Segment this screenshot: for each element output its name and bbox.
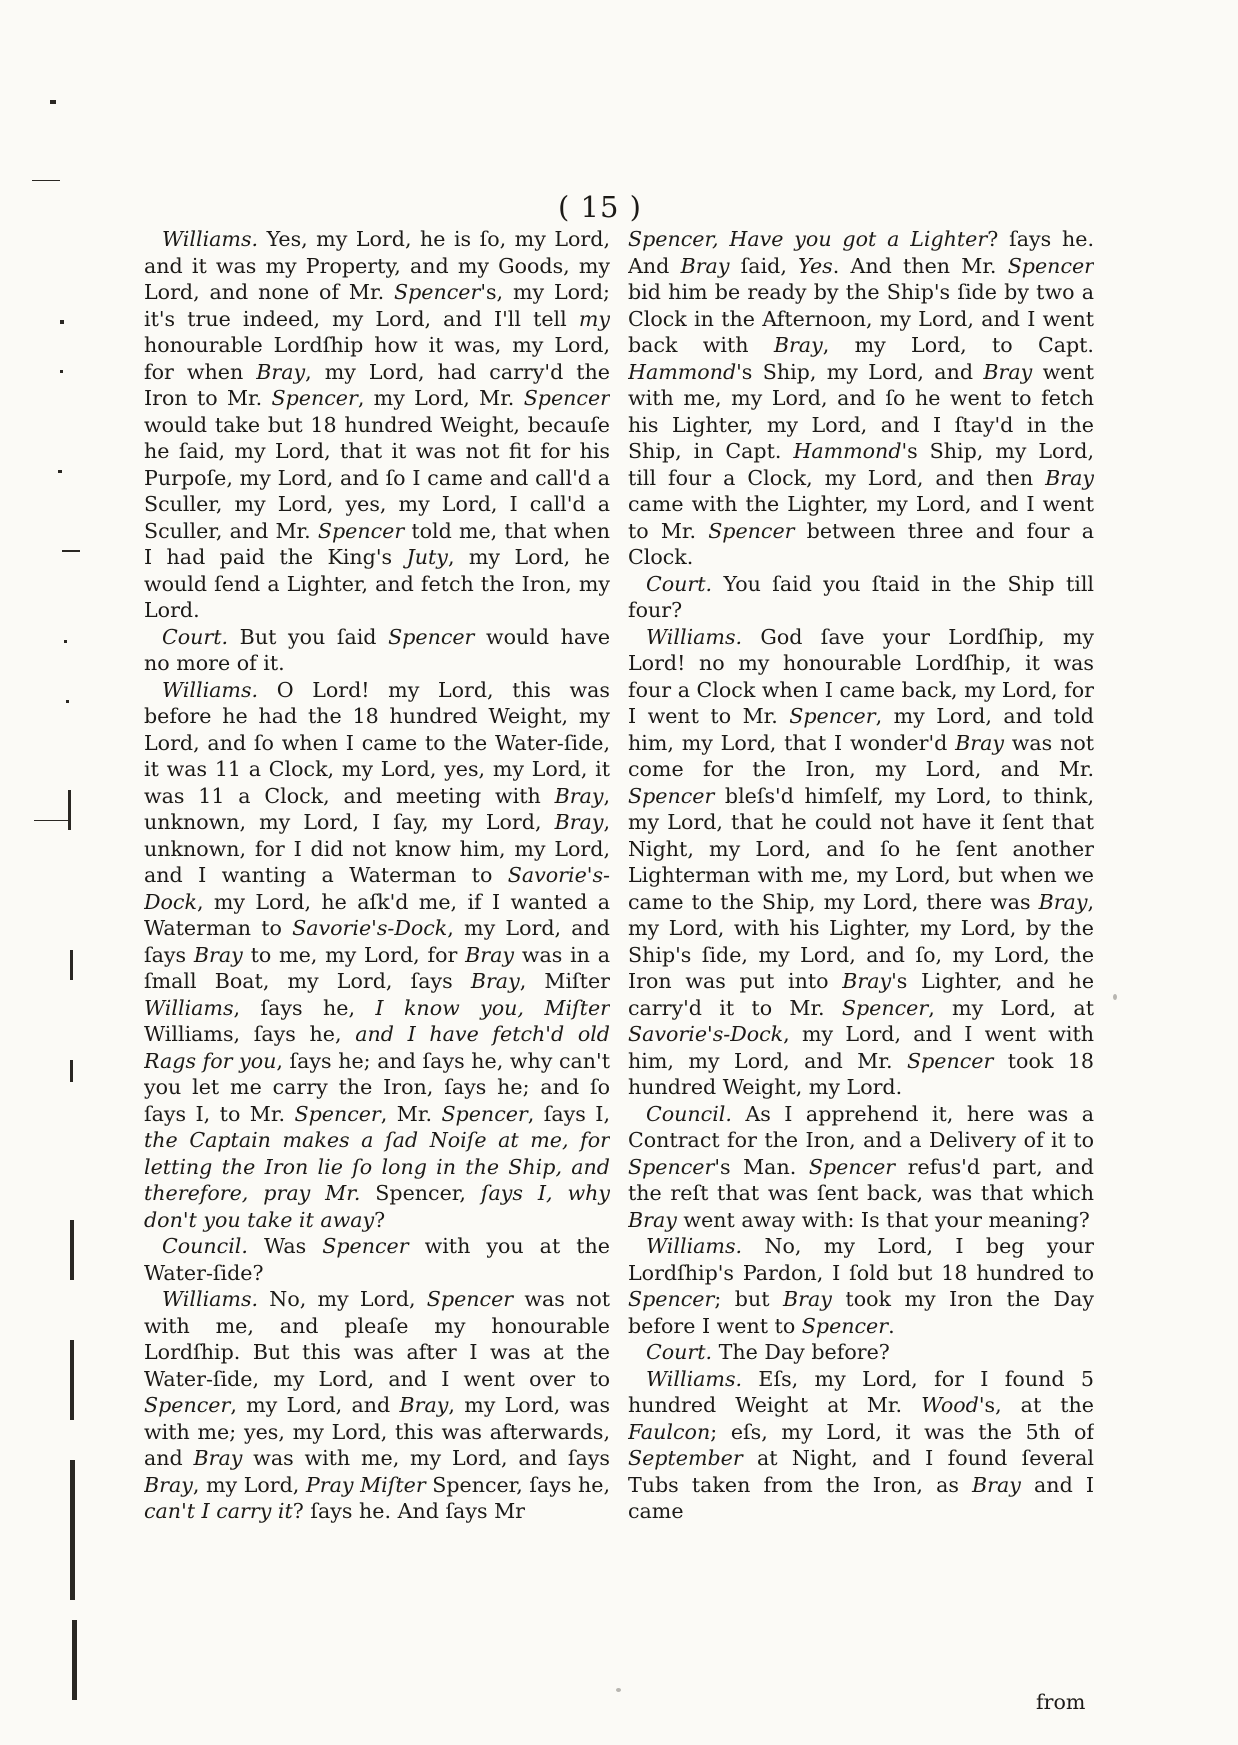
italic-text: Bray [972,1472,1021,1497]
text-run: Eſs, my Lord, for I found 5 hundred Weight at Mr. [628,1366,1094,1417]
text-run: Spencer, ſays he, [425,1472,610,1497]
text-run: was with me, my Lord, and ſays [242,1446,610,1470]
text-run: ; eſs, my Lord, it was the 5th of [710,1419,1094,1444]
italic-text: Wood [921,1393,979,1417]
italic-text: Spencer [441,1101,528,1126]
italic-text: Yes [798,253,833,278]
text-run: , ſays he, [233,995,376,1020]
text-run: , my Lord, and [230,1393,400,1417]
text-run: No, my Lord, I beg your Lordſhip's Pardon, I ſold but 18 hundred to [628,1234,1094,1285]
italic-text: Spencer [322,1234,409,1258]
italic-text: Spencer [808,1154,896,1179]
italic-text: Bray [144,1472,193,1497]
italic-text: Williams. [646,624,743,649]
text-run: The Day before? [712,1340,890,1364]
text-run: Williams, ſays he, [144,1022,356,1046]
text-run: , my Lord, at [928,995,1094,1020]
italic-text: Spencer [708,518,795,543]
italic-text: Spencer [523,386,610,410]
italic-text: Hammond [628,359,737,384]
text-run: was not with me, and pleaſe my honourable Lordſhip. But this was after I was at the Water-ſide, my Lord, and I went over to [144,1287,610,1391]
right-column-paragraph [628,624,1094,1101]
text-run: 's Ship, my Lord, till four a Clock, my Lord, and then [628,439,1094,490]
right-column-paragraph [628,226,1094,571]
italic-text: Savorie's-Dock [144,863,610,914]
ink-speck [1113,994,1117,1000]
italic-text: Bray [680,253,730,278]
left-column-paragraph [144,1286,610,1525]
text-run: to me, my Lord, for [242,942,466,967]
italic-text: Pray Miſter [305,1472,426,1497]
italic-text: Spencer [144,1393,231,1417]
italic-text: Bray [256,359,306,384]
text-run: , my Lord, and I went with him, my Lord, and Mr. [628,1022,1094,1073]
italic-text: Hammond [793,439,902,463]
text-run: with you at the Water-ſide? [144,1234,610,1285]
page-number: ( 15 ) [558,190,642,224]
italic-text: Bray [773,333,823,357]
italic-text: Bray [1045,465,1094,490]
text-run: went with me, my Lord, and ſo he went to fetch his Lighter, my Lord, and I ſtay'd in the Ship, in Capt. [628,359,1094,463]
italic-text: Bray [193,942,243,967]
text-run: , Mr. [380,1101,442,1126]
text-run: would take but 18 hundred Weight, becauſe he ſaid, my Lord, that it was not fit for his Purpoſe, my Lord, and ſo I came and call'd a Sculler, my Lord, yes, my Lord, I call'd a Sculler, and Mr. [144,412,610,543]
text-run: was in a ſmall Boat, my Lord, ſays [144,942,610,993]
text-run: ? [374,1207,386,1232]
text-run: took 18 hundred Weight, my Lord. [628,1048,1094,1099]
text-run: took my Iron the Day before I went to [628,1287,1094,1338]
italic-text: Spencer [801,1313,889,1338]
text-run: , my Lord, he would ſend a Lighter, and fetch the Iron, my Lord. [144,545,610,622]
text-run: went away with: Is that your meaning? [676,1207,1090,1232]
text-run: , ſays I, [527,1101,610,1126]
right-column-paragraph [628,1366,1094,1525]
italic-text: Bray [554,810,604,834]
italic-text: Bray [470,969,520,993]
italic-text: Spencer [907,1048,994,1073]
catchword: from [1036,1690,1086,1714]
italic-text: Court. [646,571,713,596]
italic-text: Spencer [841,995,929,1020]
italic-text: Williams. [646,1366,743,1391]
text-run: told me, that when I had paid the King's [144,518,610,569]
italic-text: Spencer [1007,253,1094,278]
text-run: . [888,1313,895,1338]
text-run: , Miſter [519,969,610,993]
italic-text: Williams. [162,227,259,251]
italic-text: Bray [1038,889,1088,914]
ink-speck [616,1688,621,1692]
text-run: But you ſaid [228,624,389,649]
text-run: , my Lord, with his Lighter, my Lord, by the Ship's ſide, my Lord, and ſo, my Lord, the Iron was put into [628,889,1094,993]
text-run: As I apprehend it, here was a Contract for the Iron, and a Delivery of it to [628,1101,1094,1152]
text-run: , my Lord, and ſays [144,916,610,967]
italic-text: the Captain makes a ſad Noiſe at me, for letting the Iron lie ſo long in the Ship, and therefore, pray Mr. [144,1128,610,1205]
text-run: , ſays he; and ſays he, why can't you let me carry the Iron, ſays he; and ſo ſays I, to Mr. [144,1048,610,1126]
text-run: , my Lord, [192,1472,306,1497]
text-run: was not come for the Iron, my Lord, and Mr. [628,730,1094,781]
italic-text: Bray [554,783,604,808]
right-column-paragraph [628,1339,1094,1366]
italic-text: Spencer [317,518,405,543]
text-run: Was [247,1234,323,1258]
italic-text: Bray [465,942,515,967]
italic-text: Bray [628,1207,677,1232]
italic-text: Spencer [294,1101,381,1126]
text-run: bid him be ready by the Ship's ſide by two a Clock in the Afternoon, my Lord, and I went back with [628,280,1094,357]
italic-text: September [628,1446,743,1470]
left-column-paragraph [144,677,610,1234]
text-run: refus'd part, and the reſt that was ſent back, was that which [628,1154,1094,1205]
text-run: honourable Lordſhip how it was, my Lord, for when [144,333,610,384]
text-run: 's Ship, my Lord, and [736,359,984,384]
italic-text: ſays I, why don't you take it away [144,1181,610,1232]
text-run: , my Lord, he aſk'd me, if I wanted a Waterman to [144,889,610,940]
text-run: came with the Lighter, my Lord, and I went to Mr. [628,492,1094,543]
italic-text: Bray [399,1393,449,1417]
text-run: ? ſays he. And [628,227,1094,278]
italic-text: Bray [783,1287,832,1311]
italic-text: my [578,306,610,331]
italic-text: Spencer [388,624,475,649]
text-run: at Night, and I found ſeveral Tubs taken from the Iron, as [628,1446,1094,1497]
text-run: ? ſays he. And ſays Mr [292,1499,526,1523]
italic-text: Spencer [426,1287,514,1311]
text-run: , my Lord, had carry'd the Iron to Mr. [144,359,610,410]
italic-text: Spencer [271,386,358,410]
italic-text: Spencer [628,783,715,808]
left-column-paragraph [144,1233,610,1286]
gutter-marks [24,80,94,1720]
text-run: Spencer, [360,1181,481,1205]
right-column-paragraph [628,571,1094,624]
left-column-paragraph [144,624,610,677]
left-column [144,226,610,1696]
text-run: 's, my Lord; it's true indeed, my Lord, and I'll tell [144,280,610,331]
italic-text: Williams [144,995,234,1020]
text-run: You ſaid you ſtaid in the Ship till four? [628,571,1094,622]
italic-text: Court. [646,1340,713,1364]
text-run: , unknown, my Lord, I ſay, my Lord, [144,783,610,834]
italic-text: Juty [406,545,448,569]
right-column-paragraph [628,1101,1094,1234]
italic-text: Bray [842,969,892,993]
text-run: and I came [628,1472,1094,1523]
italic-text: Savorie's-Dock [628,1022,784,1046]
text-run: ſaid, [729,253,799,278]
italic-text: Spencer, Have you got a Lighter [628,227,988,251]
italic-text: Spencer [628,1287,715,1311]
italic-text: Williams. [162,1287,259,1311]
italic-text: Spencer [628,1154,715,1179]
italic-text: Faulcon [628,1419,711,1444]
text-run: would have no more of it. [144,624,610,675]
italic-text: Savorie's-Dock [292,916,448,940]
text-run: 's, at the [978,1393,1094,1417]
text-run: God ſave your Lordſhip, my Lord! no my honourable Lordſhip, it was four a Clock when I came back, my Lord, for I went to Mr. [628,624,1094,728]
italic-text: Williams. [646,1234,743,1258]
text-run: 's Man. [714,1154,809,1179]
italic-text: Council. [646,1101,732,1126]
right-column [628,226,1094,1696]
italic-text: I know you, Miſter [375,995,610,1020]
text-run: No, my Lord, [258,1287,427,1311]
text-run: , my Lord, Mr. [357,386,524,410]
italic-text: Bray [955,730,1004,755]
text-run: 's Lighter, and he carry'd it to Mr. [628,969,1094,1020]
text-run: . And then Mr. [832,253,1008,278]
text-run: , my Lord, was with me; yes, my Lord, this was afterwards, and [144,1393,610,1470]
italic-text: Williams. [162,677,259,702]
italic-text: can't I carry it [144,1499,293,1523]
text-run: bleſs'd himſelf, my Lord, to think, my Lord, that he could not have it ſent that Night, my Lord, and ſo he ſent another Lighterman with me, my Lord, but when we came to the Ship, my Lord, there was [628,783,1094,914]
italic-text: Spencer [789,704,876,728]
right-column-paragraph [628,1233,1094,1339]
text-run: between three and four a Clock. [628,518,1094,569]
italic-text: Spencer [394,280,481,304]
italic-text: Court. [162,624,229,649]
italic-text: and I have fetch'd old Rags for you [144,1022,610,1073]
text-run: , my Lord, to Capt. [822,333,1094,357]
text-run: , unknown, for I did not know him, my Lord, and I wanting a Waterman to [144,810,610,887]
text-run: , my Lord, and told him, my Lord, that I wonder'd [628,704,1094,755]
text-run: ; but [714,1287,784,1311]
italic-text: Bray [193,1446,243,1470]
left-column-paragraph [144,226,610,624]
italic-text: Bray [983,359,1033,384]
italic-text: Council. [162,1234,248,1258]
text-run: Yes, my Lord, he is ſo, my Lord, and it was my Property, and my Goods, my Lord, and none of Mr. [144,227,610,304]
text-run: O Lord! my Lord, this was before he had the 18 hundred Weight, my Lord, and ſo when I came to the Water-ſide, it was 11 a Clock, my Lord, yes, my Lord, it was 11 a Clock, and meeting with [144,677,610,808]
